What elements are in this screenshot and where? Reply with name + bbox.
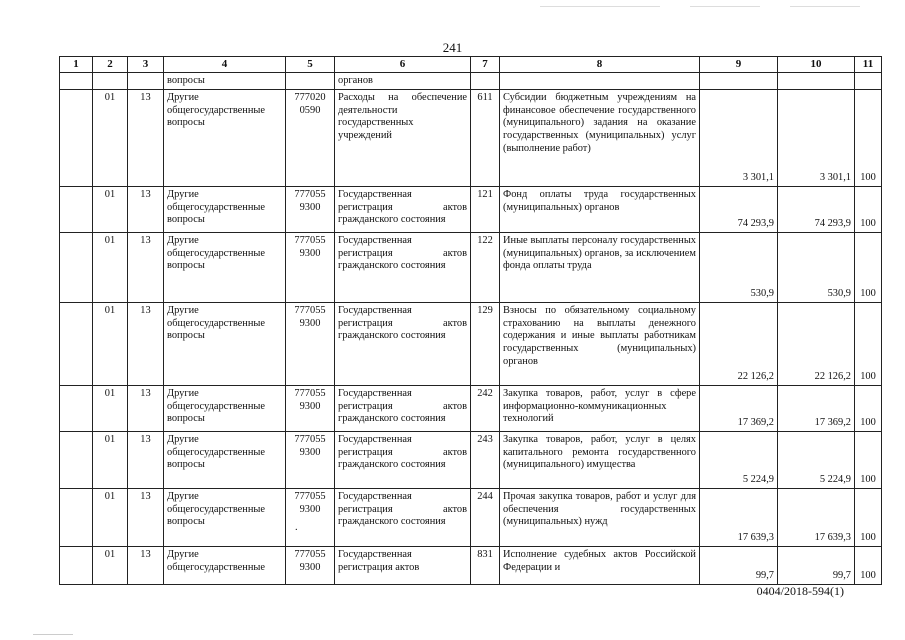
cell-purpose: Государственная регистрация актов гражданского состояния (335, 489, 471, 547)
cell-empty (60, 547, 93, 585)
cell-subsection-code: 13 (128, 489, 164, 547)
page-number: 241 (442, 40, 463, 55)
cell-actual-amount: 74 293,9 (778, 187, 855, 233)
cell-section-code: 01 (93, 489, 128, 547)
cell-percent: 100 (855, 303, 882, 386)
cell-purpose: Государственная регистрация актов гражданского состояния (335, 432, 471, 489)
cell-expense-description: Взносы по обязательному социальному страхованию на выплаты денежного содержания и иные выплаты работникам государственных (муниципальных) органов (500, 303, 700, 386)
cell-target-article: 777055 9300 . (286, 489, 335, 547)
cell-section-name: Другие общегосударственные (164, 547, 286, 585)
cell-empty (60, 489, 93, 547)
cell-purpose: Государственная регистрация актов (335, 547, 471, 585)
column-header: 5 (286, 57, 335, 73)
cell-section-name: Другие общегосударственные вопросы (164, 386, 286, 432)
cell-expense-type: 129 (471, 303, 500, 386)
cell-plan-amount: 17 369,2 (700, 386, 778, 432)
cell-percent: 100 (855, 547, 882, 585)
cell-plan-amount: 17 639,3 (700, 489, 778, 547)
cell (93, 72, 128, 90)
table-row (60, 187, 882, 233)
continuation-row (60, 72, 882, 90)
cell (700, 72, 778, 90)
cell-expense-description: Фонд оплаты труда государственных (муниципальных) органов (500, 187, 700, 233)
cell-subsection-code: 13 (128, 547, 164, 585)
cell-section-code: 01 (93, 90, 128, 187)
column-header: 2 (93, 57, 128, 73)
cell-expense-type: 244 (471, 489, 500, 547)
cell-actual-amount: 530,9 (778, 233, 855, 303)
cell-section-name: Другие общегосударственные вопросы (164, 187, 286, 233)
cell-plan-amount: 3 301,1 (700, 90, 778, 187)
cell-expense-description: Субсидии бюджетным учреждениям на финансовое обеспечение государственного (муниципального) задания на оказание государственных (муниципальных) услуг (выполнение работ) (500, 90, 700, 187)
cell-section-name: Другие общегосударственные вопросы (164, 303, 286, 386)
table-row (60, 90, 882, 187)
cell-subsection-code: 13 (128, 233, 164, 303)
column-header: 10 (778, 57, 855, 73)
cell-actual-amount: 99,7 (778, 547, 855, 585)
column-header: 6 (335, 57, 471, 73)
cell-purpose: органов (335, 72, 471, 90)
cell-section-name: Другие общегосударственные вопросы (164, 432, 286, 489)
cell-target-article: 777020 0590 (286, 90, 335, 187)
cell-subsection-code: 13 (128, 303, 164, 386)
cell-purpose: Государственная регистрация актов гражданского состояния (335, 386, 471, 432)
column-header: 9 (700, 57, 778, 73)
table-row (60, 386, 882, 432)
cell-plan-amount: 22 126,2 (700, 303, 778, 386)
table-row (60, 233, 882, 303)
cell-section-code: 01 (93, 432, 128, 489)
cell-section-code: 01 (93, 303, 128, 386)
cell-empty (60, 187, 93, 233)
cell-subsection-code: 13 (128, 187, 164, 233)
cell-percent: 100 (855, 90, 882, 187)
cell-plan-amount: 99,7 (700, 547, 778, 585)
cell-actual-amount: 5 224,9 (778, 432, 855, 489)
cell-purpose: Расходы на обеспечение деятельности государственных учреждений (335, 90, 471, 187)
cell-actual-amount: 22 126,2 (778, 303, 855, 386)
column-header: 11 (855, 57, 882, 73)
cell-target-article: 777055 9300 (286, 233, 335, 303)
cell-subsection-code: 13 (128, 432, 164, 489)
cell-empty (60, 233, 93, 303)
cell-purpose: Государственная регистрация актов гражданского состояния (335, 303, 471, 386)
table-row (60, 547, 882, 585)
cell-empty (60, 432, 93, 489)
cell-expense-description: Исполнение судебных актов Российской Федерации и (500, 547, 700, 585)
cell-section: вопросы (164, 72, 286, 90)
cell-expense-type: 611 (471, 90, 500, 187)
cell-target-article: 777055 9300 (286, 386, 335, 432)
cell (286, 72, 335, 90)
stray-mark: . (295, 522, 298, 534)
cell-section-code: 01 (93, 233, 128, 303)
cell (128, 72, 164, 90)
cell-empty (60, 90, 93, 187)
cell-expense-description: Прочая закупка товаров, работ и услуг для обеспечения государственных (муниципальных) нужд (500, 489, 700, 547)
cell-expense-type: 243 (471, 432, 500, 489)
cell-target-article: 777055 9300 (286, 547, 335, 585)
cell-empty (60, 303, 93, 386)
header-row (60, 57, 882, 73)
cell-expense-type: 242 (471, 386, 500, 432)
cell-plan-amount: 74 293,9 (700, 187, 778, 233)
cell-actual-amount: 17 369,2 (778, 386, 855, 432)
cell-section-code: 01 (93, 187, 128, 233)
cell (500, 72, 700, 90)
cell (855, 72, 882, 90)
cell-plan-amount: 530,9 (700, 233, 778, 303)
cell-expense-type: 121 (471, 187, 500, 233)
cell-percent: 100 (855, 489, 882, 547)
table-row (60, 489, 882, 547)
cell-percent: 100 (855, 432, 882, 489)
cell-target-article: 777055 9300 (286, 187, 335, 233)
cell-expense-description: Закупка товаров, работ, услуг в сфере информационно-коммуникационных технологий (500, 386, 700, 432)
scan-artifact (33, 634, 73, 635)
cell-plan-amount: 5 224,9 (700, 432, 778, 489)
cell-expense-description: Иные выплаты персоналу государственных (муниципальных) органов, за исключением фонда оплаты труда (500, 233, 700, 303)
cell-purpose: Государственная регистрация актов гражданского состояния (335, 187, 471, 233)
cell-empty (60, 386, 93, 432)
cell-expense-type: 831 (471, 547, 500, 585)
document-code: 0404/2018-594(1) (756, 584, 844, 598)
cell-section-name: Другие общегосударственные вопросы (164, 489, 286, 547)
column-header: 1 (60, 57, 93, 73)
cell (471, 72, 500, 90)
table-row (60, 303, 882, 386)
cell-target-article: 777055 9300 (286, 432, 335, 489)
cell-section-name: Другие общегосударственные вопросы (164, 90, 286, 187)
scan-artifact (540, 6, 660, 7)
cell (60, 72, 93, 90)
cell-purpose: Государственная регистрация актов гражданского состояния (335, 233, 471, 303)
cell-subsection-code: 13 (128, 386, 164, 432)
cell-section-code: 01 (93, 547, 128, 585)
cell-subsection-code: 13 (128, 90, 164, 187)
cell-expense-description: Закупка товаров, работ, услуг в целях капитального ремонта государственного (муниципального) имущества (500, 432, 700, 489)
column-header: 3 (128, 57, 164, 73)
cell-percent: 100 (855, 233, 882, 303)
table-row (60, 432, 882, 489)
cell-section-name: Другие общегосударственные вопросы (164, 233, 286, 303)
cell-section-code: 01 (93, 386, 128, 432)
column-header: 7 (471, 57, 500, 73)
column-header: 4 (164, 57, 286, 73)
scan-artifact (690, 6, 760, 7)
cell-percent: 100 (855, 386, 882, 432)
cell-expense-type: 122 (471, 233, 500, 303)
scan-artifact (790, 6, 860, 7)
cell-target-article: 777055 9300 (286, 303, 335, 386)
cell-actual-amount: 17 639,3 (778, 489, 855, 547)
budget-table (59, 56, 882, 585)
cell (778, 72, 855, 90)
cell-percent: 100 (855, 187, 882, 233)
column-header: 8 (500, 57, 700, 73)
cell-actual-amount: 3 301,1 (778, 90, 855, 187)
